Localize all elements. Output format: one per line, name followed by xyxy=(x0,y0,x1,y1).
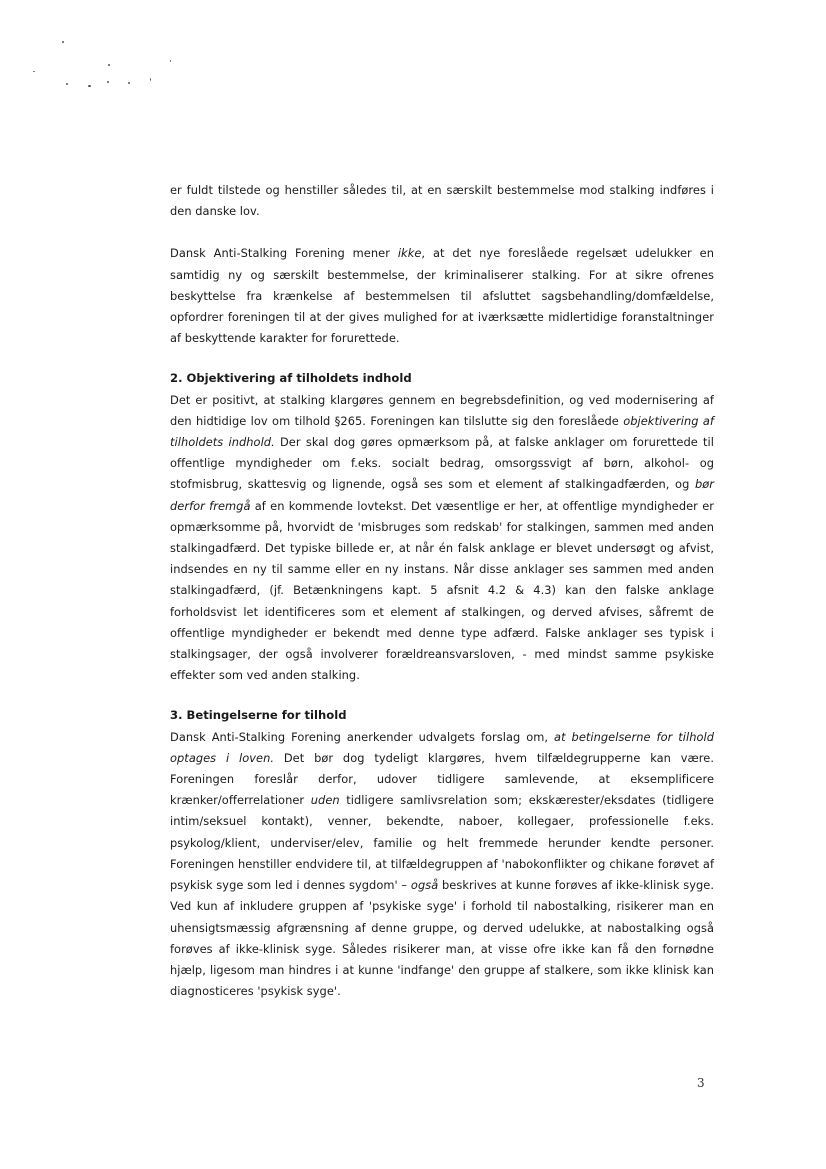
emphasis-text: bør derfor fremgå xyxy=(170,477,714,513)
section-2-paragraph xyxy=(170,390,714,687)
emphasis-text: ikke xyxy=(397,246,422,261)
scan-artifact xyxy=(108,64,110,66)
paragraph-text: af en kommende lovtekst. Det væsentlige er her, at offentlige myndigheder er opmærksomme på, hvorvidt de 'misbruges som redskab' for stalkingen, sammen med anden stalkingadfærd. Det typiske billede er, at når én falsk anklage er blevet undersøgt og afvist, indsendes en ny til samme eller en ny instans. Når disse anklager ses sammen med anden stalkingadfærd, (jf. Betænkningens kapt. 5 afsnit 4.2 & 4.3) kan den falske anklage forholdsvist let identificeres som et element af stalkingen, og derved afvises, såfremt de offentlige myndigheder er bekendt med denne type adfærd. Falske anklager ses typisk i stalkingsager, der også involverer forældreansvarsloven, - med mindst samme psykiske effekter som ved anden stalking. xyxy=(170,498,714,683)
emphasis-text: objektivering af tilholdets indhold. xyxy=(170,413,714,450)
paragraph-text: Det bør dog tydeligt klargøres, hvem tilfældegrupperne kan være. Foreningen foreslår derfor, udover tidligere samlevende, at eksemplificere krænker/offerrelationer xyxy=(170,750,714,808)
scan-artifact xyxy=(62,41,64,43)
paragraph-text: beskrives at kunne forøves af ikke-klinisk syge. Ved kun af inkludere gruppen af 'psykiske syge' i forhold til nabostalking, risikerer man en uhensigtsmæssig afgrænsning af denne gruppe, og derved udelukke, at nabostalking også forøves af ikke-klinisk syge. Således risikerer man, at visse ofre ikke kan få den fornødne hjælp, ligesom man hindres i at kunne 'indfange' den gruppe af stalkere, som ikke klinisk kan diagnosticeres 'psykisk syge'. xyxy=(170,878,714,999)
emphasis-text: uden xyxy=(310,793,340,808)
emphasis-text: også xyxy=(410,878,439,893)
page-number: 3 xyxy=(697,1076,705,1090)
paragraph-text: Det er positivt, at stalking klargøres gennem en begrebsdefinition, og ved modernisering af den hidtidige lov om tilhold §265. Foreningen kan tilslutte sig den foreslåede xyxy=(170,392,714,428)
paragraph-text: Dansk Anti-Stalking Forening anerkender udvalgets forslag om, xyxy=(170,729,555,744)
intro-paragraph-continued xyxy=(170,180,714,222)
section-heading: 2. Objektivering af tilholdets indhold xyxy=(170,371,412,386)
paragraph-text: Dansk Anti-Stalking Forening mener xyxy=(170,246,398,261)
paragraph-text: er fuldt tilstede og henstiller således til, at en særskilt bestemmelse mod stalking indføres i den danske lov. xyxy=(170,183,714,219)
paragraph-text: tidligere samlivsrelation som; ekskærester/eksdates (tidligere intim/seksuel kontakt), venner, bekendte, naboer, kollegaer, professionelle f.eks. psykolog/klient, underviser/elev, familie og helt fremmede herunder kendte personer. Foreningen henstiller endvidere til, at tilfældegruppen af 'nabokonflikter og chikane forøvet af psykisk syge som led i dennes sygdom' – xyxy=(170,793,714,893)
section-heading: 3. Betingelserne for tilhold xyxy=(170,708,347,723)
paragraph-text: , at det nye foreslåede regelsæt udelukker en samtidig ny og særskilt bestemmelse, der kriminaliserer stalking. For at sikre ofrenes beskyttelse fra krænkelse af bestemmelsen til afsluttet sagsbehandling/domfældelse, opfordrer foreningen til at der gives mulighed for at iværksætte midlertidige foranstaltninger af beskyttende karakter for forurettede. xyxy=(170,246,714,346)
document-body xyxy=(170,180,714,1002)
emphasis-text: at betingelserne for tilhold optages i loven. xyxy=(170,729,715,765)
scan-artifact xyxy=(150,78,151,81)
scan-artifact xyxy=(66,83,68,85)
scan-artifact xyxy=(128,82,130,84)
scan-artifact xyxy=(88,85,91,87)
scan-artifact xyxy=(170,60,171,62)
protective-measures-paragraph xyxy=(170,243,714,349)
paragraph-text: Der skal dog gøres opmærksom på, at falske anklager om forurettede til offentlige myndigheder om f.eks. socialt bedrag, omsorgssvigt af børn, alkohol- og stofmisbrug, skattesvig og lignende, også ses som et element af stalkingadfærden, og xyxy=(170,435,714,492)
scan-artifact xyxy=(107,81,109,83)
scan-artifact xyxy=(33,71,35,72)
section-3-paragraph xyxy=(170,727,714,1003)
